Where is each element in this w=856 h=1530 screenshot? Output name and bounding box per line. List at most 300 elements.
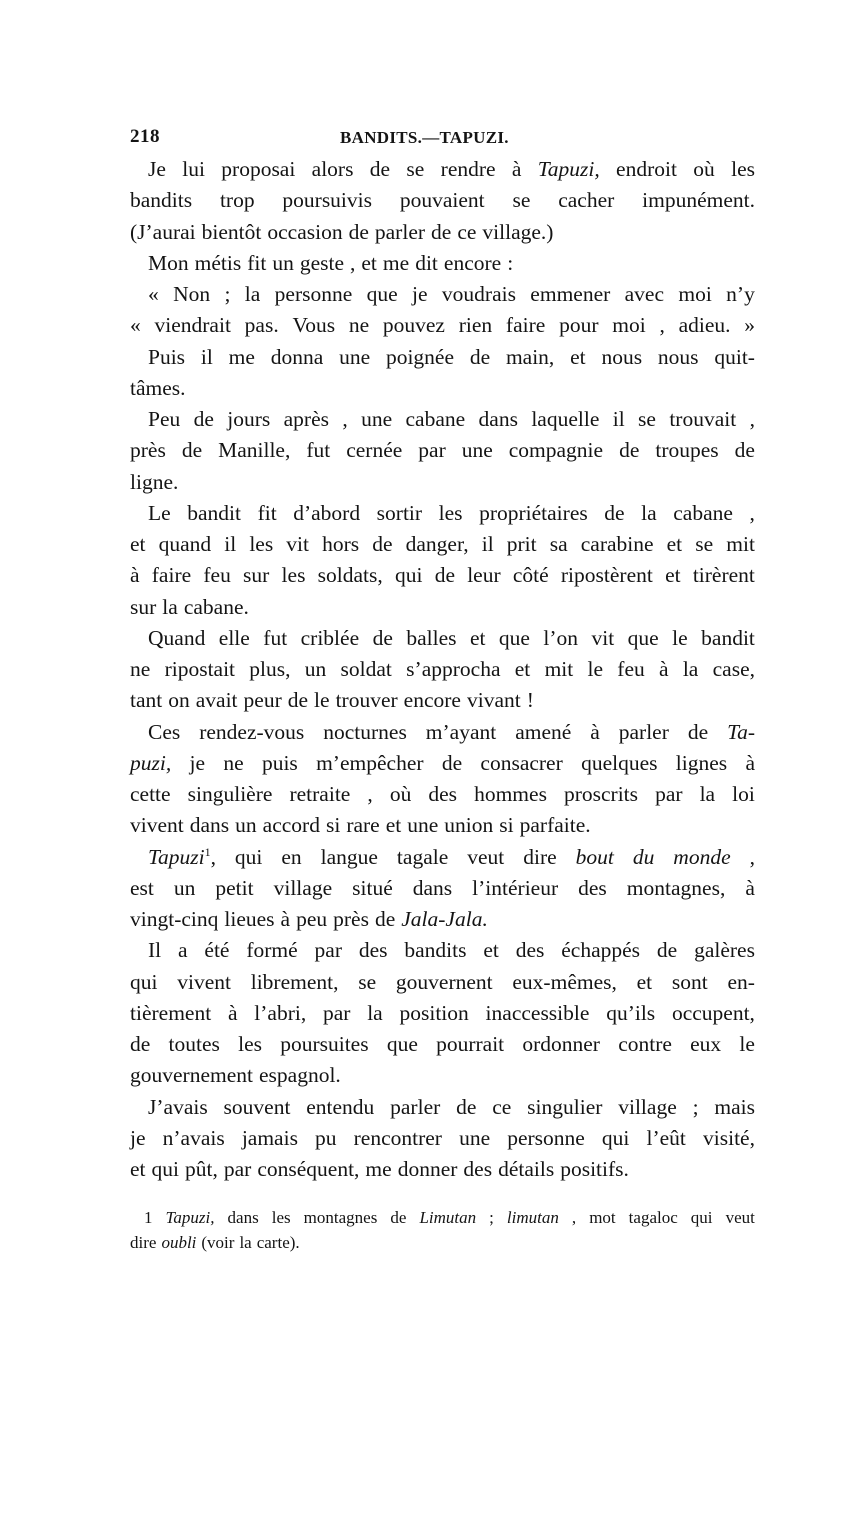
word: proposai: [221, 157, 296, 181]
word: ,: [749, 500, 755, 525]
word: un: [272, 250, 294, 275]
word: Tapuzi,: [537, 157, 600, 181]
word: ne: [223, 750, 244, 775]
word: prit: [506, 532, 537, 556]
word: pour: [559, 313, 599, 338]
word: je: [412, 282, 428, 306]
word: Limutan: [419, 1208, 477, 1227]
text-line: [130, 873, 755, 904]
word: fut: [306, 438, 331, 463]
word: mit: [726, 532, 755, 556]
word: Non: [173, 282, 211, 306]
text-line: [130, 1230, 755, 1255]
word: côté: [512, 563, 549, 588]
word: feu: [617, 657, 645, 681]
word: souvent: [223, 1094, 291, 1119]
word: métis: [194, 250, 242, 275]
word: la: [162, 594, 178, 619]
text-line: [130, 1029, 755, 1060]
word: loi: [732, 782, 755, 806]
word: bandits: [130, 188, 193, 213]
text-line: [130, 592, 755, 623]
word: tant: [130, 688, 163, 713]
word: l’on: [543, 625, 579, 650]
word: feu: [203, 563, 231, 588]
text-line: [130, 748, 755, 779]
word: par: [655, 782, 683, 806]
word: ripostèrent: [560, 563, 653, 588]
word: avait: [195, 688, 238, 713]
word: l’intérieur: [472, 875, 559, 900]
word: trouvait: [669, 407, 737, 431]
word: rendre: [440, 157, 496, 181]
word: Il: [148, 938, 162, 963]
word: et: [570, 344, 586, 369]
word: carabine: [580, 532, 654, 556]
word: quand: [158, 532, 212, 556]
word: ordonner: [522, 1032, 600, 1056]
word: vivant: [466, 688, 521, 713]
word: petit: [215, 875, 254, 900]
text-line: [130, 810, 755, 841]
word: ;: [224, 282, 231, 306]
word: de: [181, 438, 203, 463]
word: dans: [412, 875, 453, 900]
word: accord: [262, 813, 320, 838]
word: moi: [612, 313, 646, 338]
word: ne: [130, 657, 151, 681]
word: pu: [315, 1125, 337, 1150]
word: de: [193, 407, 214, 431]
word: consacrer: [480, 750, 563, 775]
footnote: [130, 1205, 755, 1255]
word: l’abri,: [254, 1000, 307, 1025]
text-line: [130, 623, 755, 654]
word: vivent: [177, 969, 231, 994]
text-line: [130, 560, 755, 591]
page-number: 218: [130, 126, 160, 147]
word: ripostait: [164, 657, 236, 681]
word: parler: [618, 719, 669, 744]
word: mit: [544, 657, 574, 681]
word: qui: [690, 1208, 713, 1227]
word: les: [281, 563, 306, 588]
word: cabane.: [183, 594, 249, 619]
word: de: [374, 907, 396, 931]
word: un: [173, 875, 196, 900]
word: s’approcha: [406, 657, 501, 681]
word: me: [228, 344, 255, 369]
word: ne: [348, 313, 370, 338]
word: Mon: [148, 250, 189, 275]
word: «: [148, 282, 159, 306]
word: sur: [130, 594, 157, 619]
word: quit-: [714, 344, 755, 369]
word: espagnol.: [259, 1063, 341, 1088]
word: de: [456, 1094, 477, 1119]
text-line: [130, 1123, 755, 1154]
word: à: [280, 907, 291, 931]
word: de: [619, 438, 640, 463]
word: cernée: [346, 438, 403, 463]
word: que: [498, 625, 530, 650]
word: ;: [692, 1094, 699, 1119]
word: poursuites: [280, 1032, 369, 1056]
word: de: [348, 219, 369, 244]
word: ,: [659, 313, 665, 338]
word: dans: [478, 407, 518, 431]
word: eux-mêmes,: [512, 969, 617, 994]
word: donna: [270, 344, 324, 369]
word: ,: [749, 407, 755, 431]
word: qui: [151, 1157, 180, 1181]
word: Je: [148, 157, 166, 181]
text-line: [130, 935, 755, 966]
word: parler: [390, 1094, 441, 1119]
word: vit: [286, 532, 309, 556]
word: les: [249, 532, 274, 556]
word: leur: [467, 563, 501, 588]
word: toutes: [168, 1032, 220, 1056]
text-line: [130, 217, 755, 248]
text-line: [130, 779, 755, 810]
word: «: [130, 313, 141, 338]
word: où: [693, 157, 715, 181]
word: ,: [350, 250, 356, 275]
word: une: [361, 407, 393, 431]
word: lignes: [675, 750, 728, 775]
word: et: [361, 250, 377, 275]
word: qui: [394, 563, 423, 588]
word: ce: [457, 219, 477, 244]
word: fit: [247, 250, 267, 275]
word: du: [632, 844, 655, 869]
word: parfaite.: [519, 813, 591, 838]
word: emmener: [530, 282, 611, 306]
word: pût,: [185, 1157, 218, 1181]
word: nocturnes: [323, 719, 407, 744]
word: »: [744, 313, 755, 338]
word: village: [618, 1094, 677, 1119]
word: la: [367, 1000, 383, 1025]
word: occupent,: [671, 1000, 755, 1025]
word: m’empêcher: [316, 750, 424, 775]
word: de: [130, 1032, 151, 1056]
word: qu’ils: [606, 1000, 656, 1025]
word: hors: [322, 532, 360, 556]
word: Tapuzi$^1$,: [148, 844, 216, 869]
word: se: [512, 188, 531, 213]
text-line: [130, 529, 755, 560]
word: montagnes,: [626, 875, 726, 900]
word: les: [438, 500, 463, 525]
word: le: [314, 688, 330, 713]
word: par: [223, 1157, 252, 1181]
word: quelques: [581, 750, 658, 775]
text-line: [130, 904, 755, 935]
word: dit: [415, 250, 438, 275]
word: se: [358, 969, 377, 994]
text-line: [130, 967, 755, 998]
word: de: [734, 438, 755, 463]
word: gouvernent: [395, 969, 493, 994]
word: des: [463, 1157, 493, 1181]
word: des: [428, 782, 458, 806]
word: de: [431, 219, 452, 244]
word: Tapuzi,: [165, 1208, 215, 1227]
word: ;: [489, 1208, 494, 1227]
word: donner: [397, 1157, 458, 1181]
word: il: [200, 344, 213, 369]
word: à: [745, 875, 755, 900]
word: a: [178, 938, 188, 963]
word: village: [273, 875, 333, 900]
word: la: [699, 782, 716, 806]
word: tagale: [396, 844, 449, 869]
word: librement,: [250, 969, 339, 994]
word: tagaloc: [628, 1208, 678, 1227]
word: visité,: [703, 1125, 755, 1150]
word: union: [444, 813, 494, 838]
text-line: [130, 310, 755, 341]
word: veut: [725, 1208, 755, 1227]
word: de: [604, 500, 625, 525]
word: faire: [151, 563, 192, 588]
word: gouvernement: [130, 1063, 253, 1088]
text-line: [130, 998, 755, 1029]
word: de: [390, 1208, 407, 1227]
word: lui: [182, 157, 205, 181]
word: rendez-vous: [199, 719, 305, 744]
word: nous: [601, 344, 643, 369]
word: me: [365, 1157, 392, 1181]
text-line: [130, 685, 755, 716]
word: de: [372, 625, 393, 650]
word: singulière: [187, 782, 273, 806]
word: J’avais: [148, 1094, 208, 1119]
word: poursuivis: [282, 188, 372, 213]
word: alors: [311, 157, 354, 181]
text-line: [130, 185, 755, 216]
word: cacher: [558, 188, 615, 213]
word: encore: [443, 250, 502, 275]
word: langue: [320, 844, 378, 869]
word: voudrais: [441, 282, 516, 306]
word: et: [514, 657, 531, 681]
word: par: [322, 1000, 351, 1025]
word: Quand: [148, 625, 206, 650]
word: que: [627, 625, 659, 650]
word: positifs.: [560, 1157, 629, 1181]
text-line: [130, 1092, 755, 1123]
word: cabane: [673, 500, 733, 525]
word: sur: [243, 563, 270, 588]
text-line: [130, 1205, 755, 1230]
word: et: [665, 563, 681, 588]
word: les: [238, 1032, 262, 1056]
word: sa: [549, 532, 568, 556]
word: ,: [367, 782, 373, 806]
word: 1: [144, 1208, 153, 1227]
word: adieu.: [678, 313, 731, 338]
word: ce: [492, 1094, 512, 1119]
word: monde: [673, 844, 731, 869]
word: le: [587, 657, 604, 681]
word: montagnes: [303, 1208, 378, 1227]
word: par: [418, 438, 446, 463]
word: la: [244, 282, 261, 306]
word: puzi,: [130, 750, 172, 775]
text-line: [130, 435, 755, 466]
word: il: [612, 407, 625, 431]
word: il: [481, 532, 494, 556]
word: trouver: [335, 688, 398, 713]
word: Peu: [148, 407, 181, 431]
word: des: [358, 938, 388, 963]
word: nous: [657, 344, 699, 369]
word: case,: [712, 657, 755, 681]
word: formé: [246, 938, 298, 963]
word: danger,: [405, 532, 469, 556]
word: retraite: [289, 782, 351, 806]
word: une: [407, 813, 439, 838]
word: et: [385, 813, 402, 838]
word: la: [641, 500, 657, 525]
word: est: [130, 875, 154, 900]
word: à: [659, 657, 669, 681]
word: !: [526, 688, 534, 713]
word: ,: [749, 844, 755, 869]
word: ,: [342, 407, 348, 431]
word: plus,: [249, 657, 291, 681]
word: conséquent,: [257, 1157, 360, 1181]
word: et: [636, 969, 653, 994]
word: puis: [261, 750, 298, 775]
word: à: [130, 563, 140, 588]
word: et: [130, 532, 146, 556]
word: peur: [243, 688, 282, 713]
word: (voir: [201, 1233, 235, 1252]
word: cabane: [405, 407, 466, 431]
word: balles: [406, 625, 457, 650]
word: des: [578, 875, 607, 900]
word: avec: [624, 282, 665, 306]
word: à: [227, 1000, 238, 1025]
word: position: [399, 1000, 469, 1025]
word: :: [507, 250, 514, 275]
text-line: [130, 279, 755, 310]
word: Vous: [292, 313, 336, 338]
word: été: [204, 938, 230, 963]
word: jours: [227, 407, 271, 431]
word: personne: [507, 1125, 585, 1150]
word: des: [515, 938, 545, 963]
word: inaccessible: [485, 1000, 590, 1025]
word: tièrement: [130, 1000, 212, 1025]
word: lieues: [224, 907, 275, 931]
text-line: [130, 248, 755, 279]
word: à: [745, 750, 755, 775]
word: situé: [352, 875, 393, 900]
word: main,: [505, 344, 555, 369]
word: et: [483, 938, 499, 963]
running-title: BANDITS.—TAPUZI.: [340, 128, 509, 147]
word: et: [469, 625, 486, 650]
word: impunément.: [642, 188, 755, 213]
word: faire: [505, 313, 546, 338]
text-line: [130, 842, 755, 873]
word: je: [189, 750, 206, 775]
text-line: [130, 498, 755, 529]
word: de: [372, 532, 393, 556]
word: soldat: [340, 657, 392, 681]
text-line: [130, 654, 755, 685]
word: viendrait: [154, 313, 231, 338]
word: pouvaient: [399, 188, 485, 213]
word: à: [590, 719, 600, 744]
word: de: [656, 938, 678, 963]
word: bandit: [701, 625, 755, 650]
word: détails: [498, 1157, 555, 1181]
body-text: [130, 154, 755, 1185]
word: d’abord: [293, 500, 361, 525]
word: n’avais: [162, 1125, 225, 1150]
word: tirèrent: [692, 563, 755, 588]
word: m’ayant: [425, 719, 497, 744]
word: dans: [227, 1208, 259, 1227]
word: carte).: [256, 1233, 300, 1252]
word: près: [333, 907, 369, 931]
word: geste: [299, 250, 345, 275]
word: contre: [618, 1032, 672, 1056]
word: me: [382, 250, 410, 275]
word: qui: [130, 969, 158, 994]
word: après: [283, 407, 329, 431]
word: les: [271, 1208, 291, 1227]
word: amené: [515, 719, 572, 744]
word: par: [314, 938, 342, 963]
word: la: [239, 1233, 252, 1252]
running-head: [130, 126, 755, 152]
word: dans: [189, 813, 230, 838]
text-line: [130, 1154, 755, 1185]
word: laquelle: [531, 407, 600, 431]
word: fit: [257, 500, 277, 525]
word: mais: [714, 1094, 755, 1119]
word: le: [672, 625, 688, 650]
word: pas.: [244, 313, 279, 338]
word: un: [304, 657, 327, 681]
word: vingt-cinq: [130, 907, 219, 931]
word: ,: [571, 1208, 577, 1227]
word: trop: [219, 188, 255, 213]
word: l’eût: [646, 1125, 686, 1150]
word: le: [739, 1032, 755, 1056]
word: il: [224, 532, 237, 556]
word: à: [511, 157, 522, 181]
word: que: [366, 282, 398, 306]
word: de: [469, 344, 491, 369]
word: endroit: [616, 157, 677, 181]
word: Ces: [148, 719, 181, 744]
text-line: [130, 154, 755, 185]
word: de: [434, 563, 455, 588]
word: une: [339, 344, 371, 369]
word: vivent: [130, 813, 184, 838]
word: pourrait: [436, 1032, 505, 1056]
word: les: [731, 157, 755, 181]
word: échappés: [561, 938, 641, 963]
